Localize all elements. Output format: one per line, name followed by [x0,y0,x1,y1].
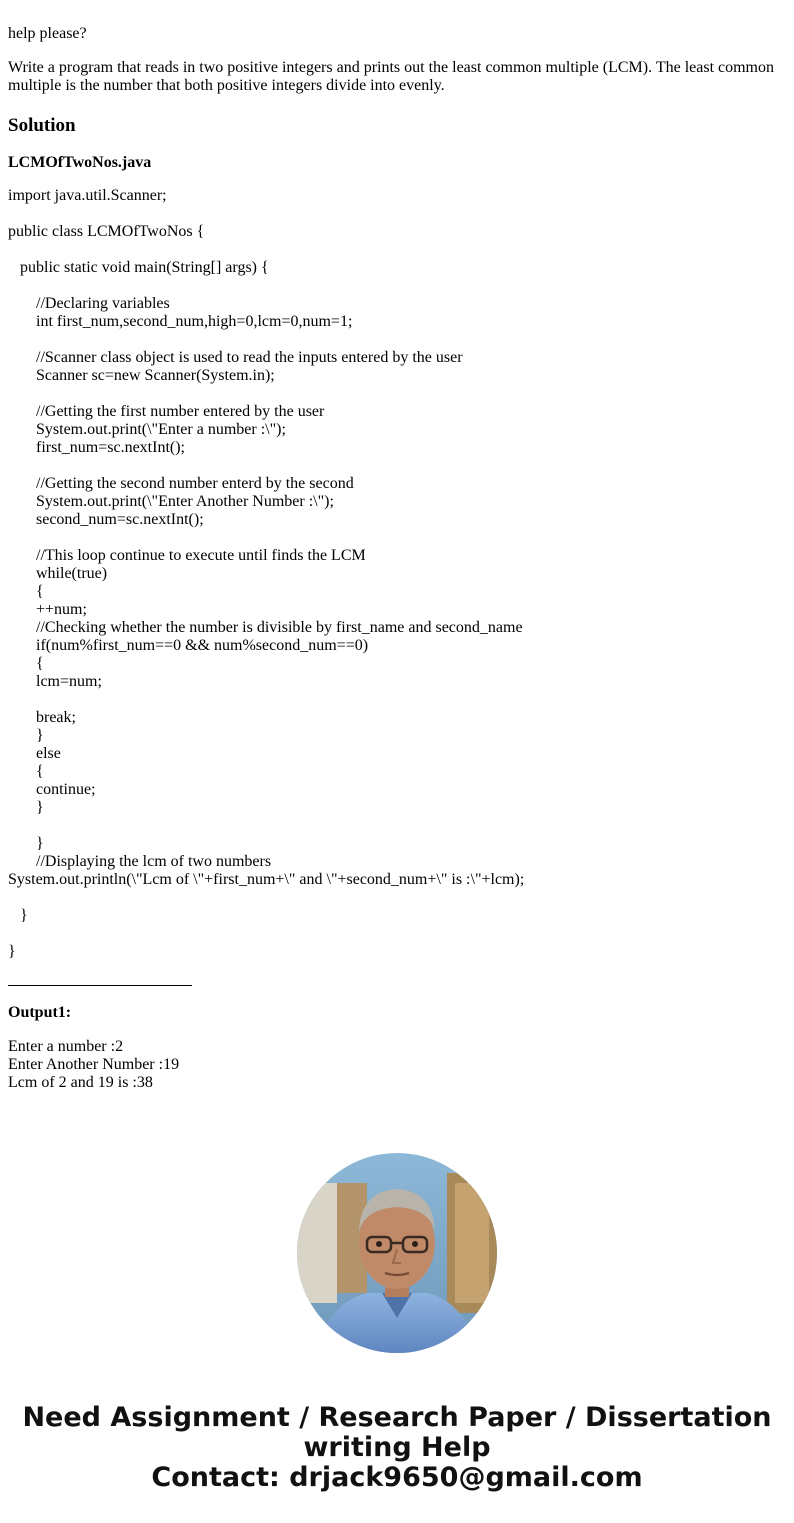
code-line: //Declaring variables [8,295,170,312]
author-photo-icon [297,1153,497,1353]
code-line: //Getting the second number enterd by the second [8,475,354,492]
output-line: Lcm of 2 and 19 is :38 [8,1074,153,1091]
code-line: } [8,943,16,960]
code-line: //Getting the first number entered by the user [8,403,325,420]
code-line [8,817,524,835]
banner-line-2: writing Help [303,1432,491,1463]
code-line: { [8,655,44,672]
code-line [8,529,524,547]
question-body: Write a program that reads in two positive integers and prints out the least common multiple (LCM). The least common multiple is the number that both positive integers divide into evenly. [8,59,774,94]
code-line [8,925,524,943]
code-line [8,241,524,259]
banner-line-1: Need Assignment / Research Paper / Dissertation [22,1402,772,1433]
code-line: int first_num,second_num,high=0,lcm=0,num=1; [8,313,353,330]
code-line: public class LCMOfTwoNos { [8,223,205,240]
code-line [8,385,524,403]
code-line: //Scanner class object is used to read the inputs entered by the user [8,349,463,366]
code-line: System.out.print(\"Enter Another Number :\"); [8,493,334,510]
code-line: { [8,763,44,780]
output-line: Enter a number :2 [8,1038,124,1055]
code-line: Scanner sc=new Scanner(System.in); [8,367,275,384]
code-line [8,331,524,349]
code-line: { [8,583,44,600]
code-line: public static void main(String[] args) { [8,259,269,276]
code-line: System.out.print(\"Enter a number :\"); [8,421,286,438]
code-line [8,277,524,295]
code-line: while(true) [8,565,108,582]
code-line: System.out.println(\"Lcm of \"+first_num+\" and \"+second_num+\" is :\"+lcm); [8,871,525,888]
code-line: //Displaying the lcm of two numbers [8,853,272,870]
code-line: } [8,835,44,852]
code-line: else [8,745,61,762]
code-line [8,205,524,223]
code-line: //Checking whether the number is divisible by first_name and second_name [8,619,523,636]
question-title: help please? [8,25,87,42]
code-line: } [8,907,28,924]
code-line: } [8,727,44,744]
author-avatar [297,1153,497,1353]
code-line: if(num%first_num==0 && num%second_num==0) [8,637,369,654]
promo-banner [0,1403,794,1493]
code-line: import java.util.Scanner; [8,187,167,204]
output-block [8,1038,179,1092]
code-line: second_num=sc.nextInt(); [8,511,204,528]
solution-filename: LCMOfTwoNos.java [8,154,152,171]
code-line: } [8,799,44,816]
code-line: continue; [8,781,96,798]
code-line: //This loop continue to execute until finds the LCM [8,547,366,564]
code-block [8,187,524,961]
code-line: lcm=num; [8,673,102,690]
banner-line-3: Contact: drjack9650@gmail.com [151,1462,643,1493]
code-line [8,457,524,475]
code-line [8,691,524,709]
solution-heading: Solution [8,115,76,136]
output-line: Enter Another Number :19 [8,1056,180,1073]
code-line [8,889,524,907]
output-heading: Output1: [8,1004,72,1021]
code-line: break; [8,709,76,726]
separator-line [8,985,192,986]
code-line: first_num=sc.nextInt(); [8,439,185,456]
code-line: ++num; [8,601,87,618]
